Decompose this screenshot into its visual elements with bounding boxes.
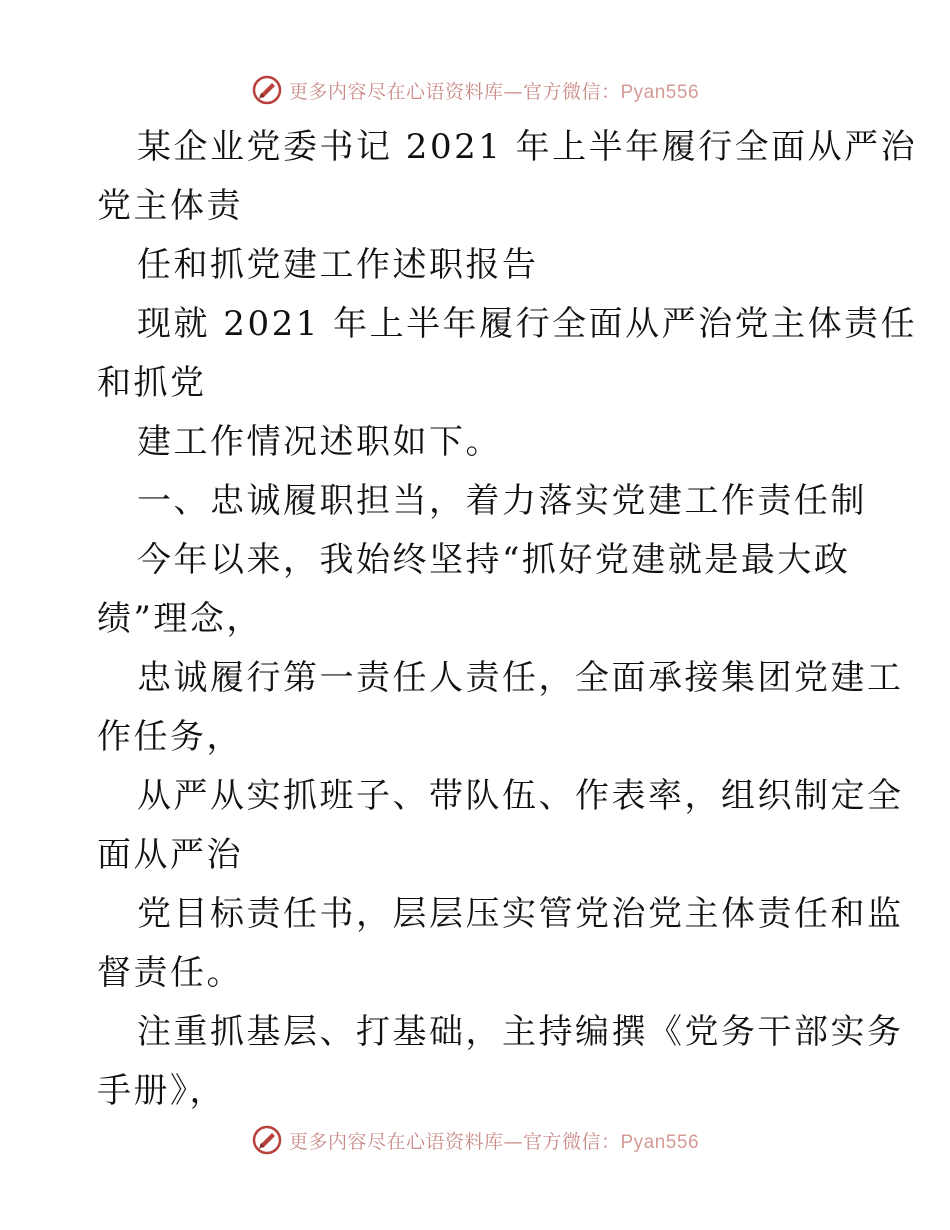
text-line: 督责任。: [97, 953, 243, 993]
text-line: 今年以来，我始终坚持“抓好党建就是最大政: [137, 540, 851, 580]
text-line: 面从严治: [97, 835, 243, 875]
text-line: 忠诚履行第一责任人责任，全面承接集团党建工: [137, 658, 904, 698]
watermark-text: 更多内容尽在心语资料库—官方微信：Pyan556: [288, 80, 700, 103]
text-line: 绩”理念，: [97, 599, 263, 639]
watermark-footer: [0, 1120, 950, 1160]
text-line: 一、忠诚履职担当，着力落实党建工作责任制: [137, 481, 867, 521]
text-line: 作任务，: [97, 717, 243, 757]
text-line: 从严从实抓班子、带队伍、作表率，组织制定全: [137, 776, 904, 816]
text-line: 注重抓基层、打基础，主持编撰《党务干部实务: [137, 1012, 904, 1052]
watermark-header: [0, 70, 950, 110]
watermark-text: 更多内容尽在心语资料库—官方微信：Pyan556: [288, 1130, 700, 1153]
text-line: 某企业党委书记 2021 年上半年履行全面从严治: [137, 127, 918, 167]
text-line: 党主体责: [97, 186, 243, 226]
text-line: 现就 2021 年上半年履行全面从严治党主体责任: [137, 304, 918, 344]
text-line: 任和抓党建工作述职报告: [137, 245, 539, 285]
text-line: 和抓党: [97, 363, 207, 403]
logo-icon: [251, 1124, 283, 1156]
logo-icon: [251, 74, 283, 106]
document-body: [97, 118, 918, 1121]
text-line: 手册》，: [97, 1071, 226, 1111]
text-line: 党目标责任书，层层压实管党治党主体责任和监: [137, 894, 904, 934]
text-line: 建工作情况述职如下。: [137, 422, 502, 462]
